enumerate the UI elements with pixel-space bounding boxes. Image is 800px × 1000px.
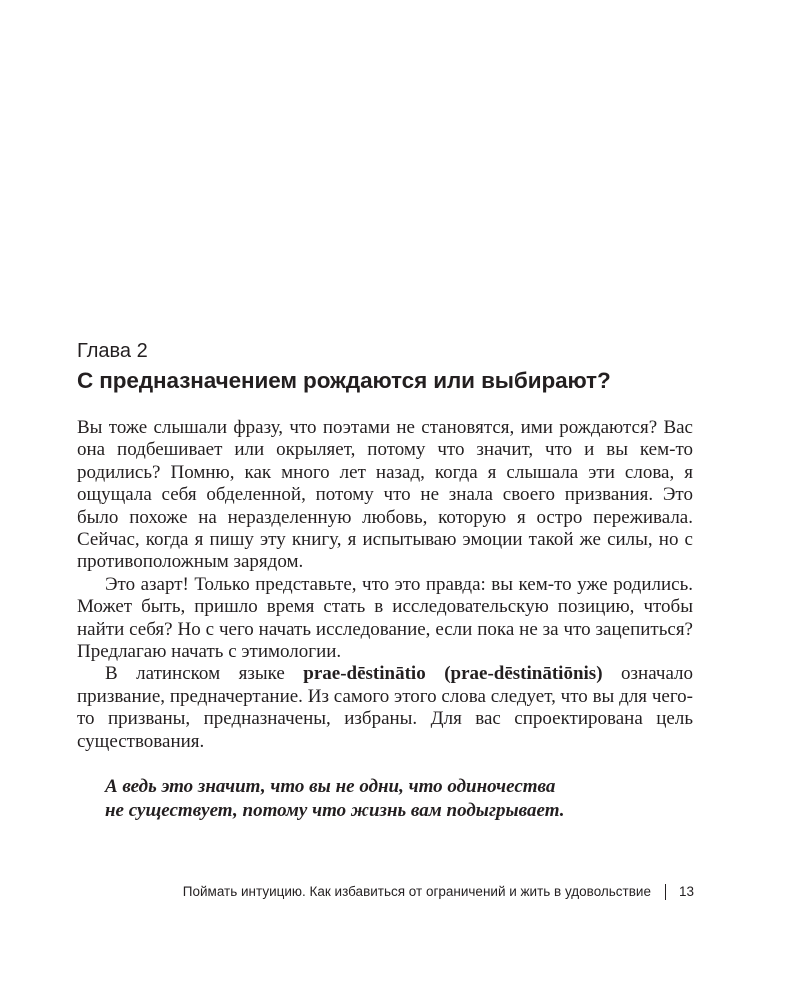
page-content — [77, 337, 693, 823]
highlighted-quote — [105, 775, 693, 823]
paragraph-3-after: означало призвание, предначертание. Из самого этого слова следует, что вы для чего-то призваны, предназначены, избраны. Для вас спроектирована цель существования. — [77, 663, 694, 752]
paragraph-1: Вы тоже слышали фразу, что поэтами не становятся, ими рождаются? Вас она подбешивает или окрыляет, потому что значит, что и вы кем-то родились? Помню, как много лет назад, когда я слышала эти слова, я ощущала себя обделенной, потому что не знала своего призвания. Это было похоже на неразделенную любовь, которую я остро переживала. Сейчас, когда я пишу эту книгу, я испытываю эмоции такой же силы, но с противоположным зарядом. — [77, 417, 693, 573]
quote-line-2: не существует, потому что жизнь вам подыгрывает. — [105, 800, 565, 822]
chapter-title: С предназначением рождаются или выбирают? — [77, 368, 611, 393]
chapter-label: Глава 2 — [77, 340, 148, 362]
page-footer — [146, 883, 694, 901]
page-number: 13 — [678, 884, 694, 899]
paragraph-2: Это азарт! Только представьте, что это правда: вы кем-то уже родились. Может быть, пришло время стать в исследовательскую позицию, чтобы найти себя? Но с чего начать исследование, если пока не за что зацепиться? Предлагаю начать с этимологии. — [77, 573, 693, 663]
footer-divider — [665, 884, 666, 900]
body-text — [77, 417, 693, 753]
paragraph-3-before: В латинском языке — [105, 663, 304, 685]
latin-term: prae-dēstinātio (prae-dēstinātiōnis) — [303, 663, 603, 685]
running-title: Поймать интуицию. Как избавиться от ограничений и жить в удовольствие — [182, 884, 651, 899]
paragraph-3 — [77, 663, 693, 753]
quote-line-1: А ведь это значит, что вы не одни, что одиночества — [105, 776, 556, 798]
